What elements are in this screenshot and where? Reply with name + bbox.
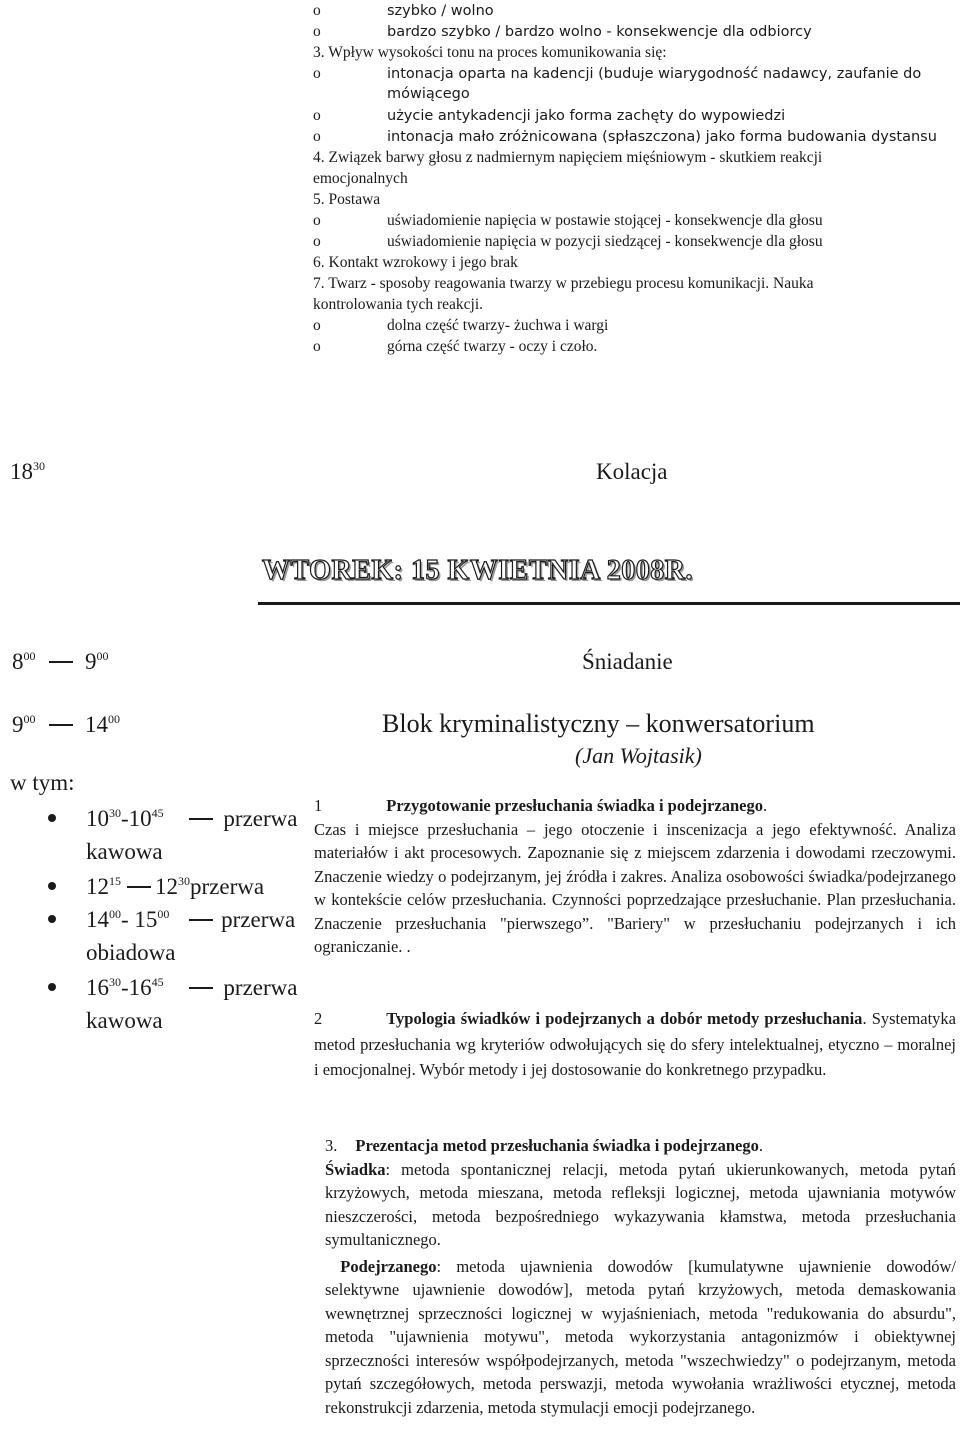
time-hour: 14: [86, 907, 109, 932]
topic-number: 2: [314, 1009, 323, 1028]
bullet: o: [313, 317, 321, 334]
w-tym-label: w tym:: [10, 770, 75, 795]
breaks-list: [48, 802, 300, 1037]
time-minute: 45: [151, 975, 164, 989]
time-sep: -: [121, 975, 129, 1000]
topic-2: [314, 1006, 956, 1083]
list-item: [313, 0, 494, 22]
dash: [49, 724, 73, 726]
list-item-text: dolna część twarzy- żuchwa i wargi: [387, 317, 609, 334]
bullet: o: [313, 128, 321, 145]
kolacja-time: [10, 459, 45, 485]
day-heading: WTOREK: 15 KWIETNIA 2008R.: [262, 555, 693, 586]
list-item: [313, 315, 608, 336]
dash: [189, 919, 213, 921]
block-author: (Jan Wojtasik): [575, 743, 702, 768]
bullet-dot: [48, 915, 56, 923]
list-heading: 7. Twarz - sposoby reagowania twarzy w przebiegu procesu komunikacji. Nauka: [313, 275, 814, 292]
break-item: [48, 802, 300, 868]
list-heading: 3. Wpływ wysokości tonu na proces komunikowania się:: [313, 44, 667, 61]
list-item: [313, 336, 597, 357]
list-item-text: szybko / wolno: [387, 3, 494, 19]
break-item: [48, 903, 300, 969]
suspect-body: : metoda ujawnienia dowodów [kumulatywne ujawnienie dowodów/ selektywne ujawnienie dowodów], metoda pytań krzyżowych, metoda demaskowania wewnętrznej sprzeczności logicznej w wyjaśnieniach, metoda "redukowania do absurdu", metoda "ujawnienia motywu", metoda wykorzystania antagonizmów i obiektywnej sprzeczności interesów współpodejrzanych, metoda "wszechwiedzy" o podejrzanym, metoda pytań szczegółowych, metoda perswazji, metoda wywołania wrażliwości etycznej, metoda rekonstrukcji zdarzenia, metoda stymulacji emocji podejrzanego.: [325, 1256, 956, 1417]
list-item-text: użycie antykadencji jako forma zachęty do wypowiedzi: [387, 108, 786, 124]
time-minute: 45: [151, 806, 164, 820]
time-minute: 15: [109, 874, 121, 888]
break-label: przerwa: [190, 874, 265, 899]
time-minute: 30: [33, 459, 45, 473]
time-minute: 00: [23, 712, 36, 726]
time-sep: -: [121, 907, 135, 932]
list-heading: 4. Związek barwy głosu z nadmiernym napięciem mięśniowym - skutkiem reakcji: [313, 149, 823, 166]
bullet: o: [313, 212, 321, 229]
time-hour: 16: [128, 975, 152, 1000]
break-label: przerwa: [221, 907, 296, 932]
time-minute: 00: [109, 907, 121, 921]
time-minute: 00: [157, 907, 170, 921]
list-item: [313, 63, 921, 85]
dash: [189, 987, 213, 989]
break-item: [48, 870, 300, 903]
list-item-text: intonacja oparta na kadencji (buduje wiarygodność nadawcy, zaufanie do: [387, 66, 922, 82]
time-minute: 00: [108, 712, 120, 726]
list-heading-cont: emocjonalnych: [313, 170, 408, 187]
witness-body: : metoda spontanicznej relacji, metoda pytań ukierunkowanych, metoda pytań krzyżowych, metoda mieszana, metoda refleksji logicznej, metoda ujawniania motywów nieszczerości, metoda bezpośredniego wykazywania kłamstwa, metoda przesłuchania symultanicznego.: [325, 1159, 956, 1249]
time-hour: 14: [85, 712, 108, 737]
list-item-text: górna część twarzy - oczy i czoło.: [387, 338, 598, 355]
break-label-cont: kawowa: [86, 1008, 163, 1033]
time-hour: 10: [128, 806, 152, 831]
break-label: przerwa: [223, 975, 298, 1000]
time-hour: 8: [12, 649, 24, 674]
topic-1-heading: 1 Przygotowanie przesłuchania świadka i podejrzanego.: [314, 796, 768, 815]
bullet: o: [313, 23, 321, 40]
list-item-text: uświadomienie napięcia w postawie stojącej - konsekwencje dla głosu: [387, 212, 823, 229]
list-item-text: uświadomienie napięcia w pozycji siedzącej - konsekwencje dla głosu: [387, 233, 823, 250]
time-hour: 15: [134, 907, 158, 932]
bullet-dot: [48, 882, 56, 890]
kolacja-label: Kolacja: [596, 459, 668, 484]
bullet: o: [313, 65, 321, 82]
list-item: [313, 210, 823, 231]
list-item-continuation: mówiącego: [387, 86, 470, 102]
block-title: Blok kryminalistyczny – konwersatorium: [382, 709, 815, 738]
time-hour: 12: [86, 874, 109, 899]
time-hour: 9: [12, 712, 24, 737]
bullet: o: [313, 107, 321, 124]
time-minute: 00: [23, 649, 36, 663]
time-hour: 10: [86, 806, 109, 831]
witness-label: Świadka: [325, 1159, 386, 1179]
list-item-text: bardzo szybko / bardzo wolno - konsekwencje dla odbiorcy: [387, 24, 812, 40]
list-heading: 6. Kontakt wzrokowy i jego brak: [313, 254, 518, 271]
bullet-dot: [48, 983, 56, 991]
topic-3-suspect: [325, 1255, 956, 1420]
heading-rule: [258, 602, 960, 605]
bullet: o: [313, 338, 321, 355]
breakfast-time: [12, 649, 109, 675]
bullet: o: [313, 2, 321, 19]
time-minute: 30: [109, 806, 121, 820]
breakfast-label: Śniadanie: [582, 649, 673, 674]
bullet: o: [313, 233, 321, 250]
time-sep: -: [121, 806, 129, 831]
time-hour: 9: [85, 649, 97, 674]
topic-body: Systematyka metod przesłuchania wg kryteriów odwołujących się do sfery intelektualnej, etyczno – moralnej i emocjonalnej. Wybór metody i jej dostosowanie do konkretnego przypadku.: [314, 1009, 957, 1079]
topic-1: [314, 794, 956, 959]
dash: [49, 661, 73, 663]
time-hour: 12: [155, 874, 178, 899]
topic-title: Przygotowanie przesłuchania świadka i podejrzanego: [386, 796, 763, 815]
bullet-dot: [48, 814, 56, 822]
topic-3-witness: [325, 1158, 956, 1252]
dash: [189, 818, 213, 820]
topic-1-body: Czas i miejsce przesłuchania – jego otoczenie i inscenizacja a jego efektywność. Analiza materiałów i akt procesowych. Zapoznanie się z miejscem zdarzenia i dowodami rzeczowymi. Znaczenie wiedzy o podejrzanym, jej źródła i zakres. Analiza osobowości świadka/podejrzanego w kontekście celów przesłuchania. Czynności poprzedzające przesłuchanie. Plan przesłuchania. Znaczenie przesłuchania "pierwszego”. "Bariery" w przesłuchaniu podejrzanych i ich ograniczanie. .: [314, 819, 956, 956]
topic-title: Prezentacja metod przesłuchania świadka i podejrzanego: [355, 1136, 759, 1155]
suspect-label: Podejrzanego: [340, 1256, 437, 1276]
topic-2-text: 2 Typologia świadków i podejrzanych a dobór metody przesłuchania. Systematyka metod przesłuchania wg kryteriów odwołujących się do sfery intelektualnej, etyczno – moralnej i emocjonalnej. Wybór metody i jej dostosowanie do konkretnego przypadku.: [314, 1009, 957, 1079]
topic-3: [325, 1134, 956, 1419]
time-minute: 30: [178, 874, 190, 888]
block-time: [12, 712, 120, 738]
list-item: [313, 126, 937, 148]
topic-number: 1: [314, 796, 323, 815]
break-label: przerwa: [223, 806, 298, 831]
list-heading-cont: kontrolowania tych reakcji.: [313, 296, 484, 313]
topic-title: Typologia świadków i podejrzanych a dobór metody przesłuchania: [386, 1009, 863, 1028]
time-minute: 30: [109, 975, 121, 989]
time-hour: 16: [86, 975, 109, 1000]
list-heading: 5. Postawa: [313, 191, 381, 208]
time-hour: 18: [10, 459, 33, 484]
dash: [127, 886, 151, 888]
topic-number: 3.: [325, 1136, 338, 1155]
list-item-text: intonacja mało zróżnicowana (spłaszczona) jako forma budowania dystansu: [387, 129, 937, 145]
topic-3-heading: 3. Prezentacja metod przesłuchania świadka i podejrzanego.: [325, 1136, 763, 1155]
time-minute: 00: [96, 649, 109, 663]
list-item: [313, 105, 785, 127]
list-item: [313, 21, 812, 43]
break-item: [48, 971, 300, 1037]
list-item: [313, 231, 823, 252]
break-label-cont: obiadowa: [86, 940, 176, 965]
break-label-cont: kawowa: [86, 839, 163, 864]
